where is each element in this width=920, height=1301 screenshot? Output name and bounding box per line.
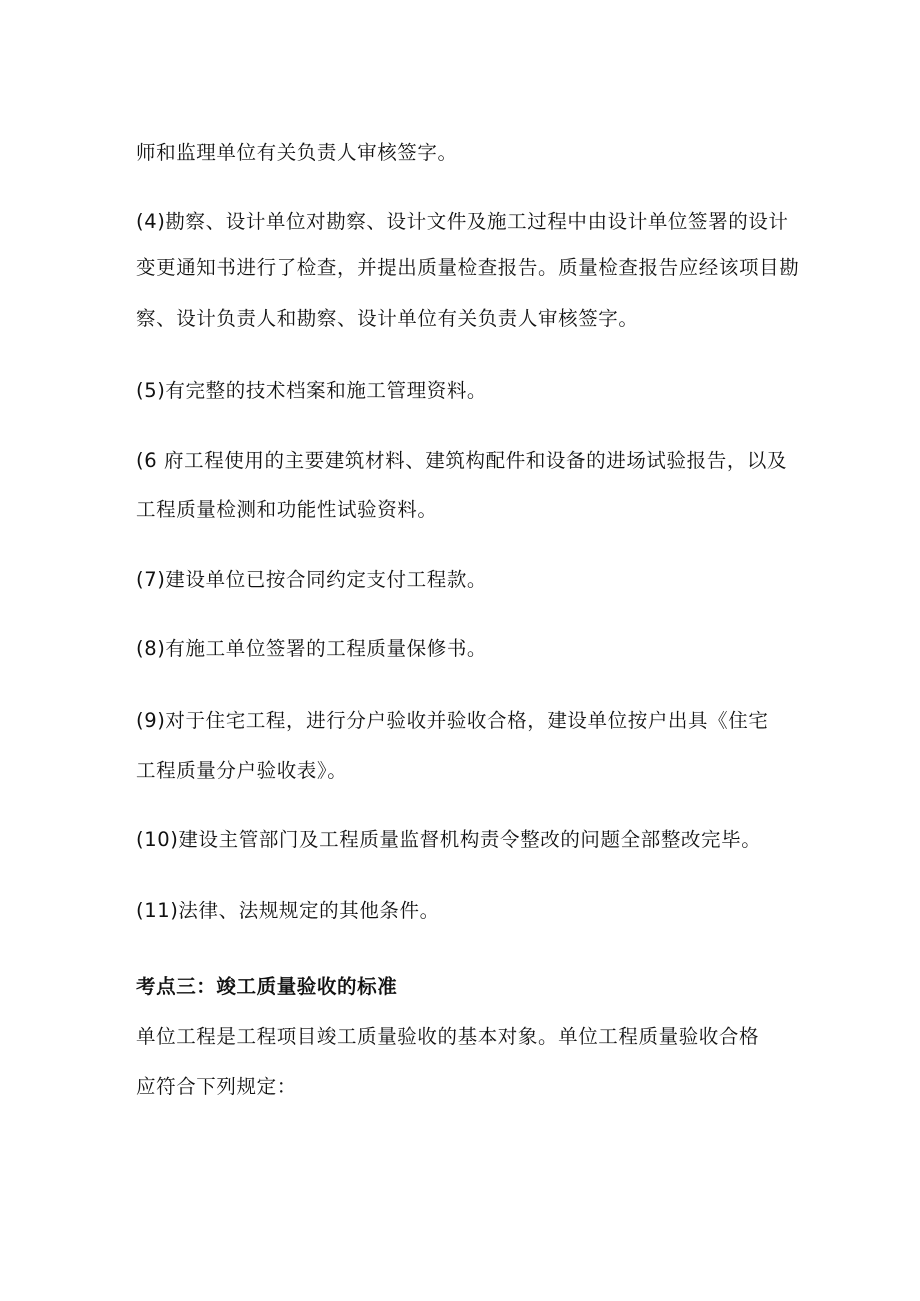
item-11: (11)法律、法规规定的其他条件。	[136, 899, 440, 922]
section-heading: 考点三：竣工质量验收的标准	[136, 975, 398, 998]
paragraph-line: 师和监理单位有关负责人审核签字。	[136, 141, 458, 164]
item-4-line-2: 变更通知书进行了检查，并提出质量检查报告。质量检查报告应经该项目勘	[136, 256, 800, 279]
item-4-line-1: (4)勘察、设计单位对勘察、设计文件及施工过程中由设计单位签署的设计	[136, 210, 789, 233]
body-line-1: 单位工程是工程项目竣工质量验收的基本对象。单位工程质量验收合格	[136, 1025, 760, 1048]
item-9-line-1: (9)对于住宅工程，进行分户验收并验收合格，建设单位按户出具《住宅	[136, 709, 769, 732]
item-7: (7)建设单位已按合同约定支付工程款。	[136, 568, 488, 591]
item-8: (8)有施工单位签署的工程质量保修书。	[136, 637, 488, 660]
item-6-line-2: 工程质量检测和功能性试验资料。	[136, 498, 438, 521]
item-4-line-3: 察、设计负责人和勘察、设计单位有关负责人审核签字。	[136, 307, 639, 330]
item-10: (10)建设主管部门及工程质量监督机构责令整改的问题全部整改完毕。	[136, 828, 762, 851]
item-9-line-2: 工程质量分户验收表》。	[136, 759, 348, 782]
body-line-2: 应符合下列规定：	[136, 1075, 297, 1098]
item-6-line-1: (6 府工程使用的主要建筑材料、建筑构配件和设备的进场试验报告，以及	[136, 449, 788, 472]
item-5: (5)有完整的技术档案和施工管理资料。	[136, 379, 488, 402]
